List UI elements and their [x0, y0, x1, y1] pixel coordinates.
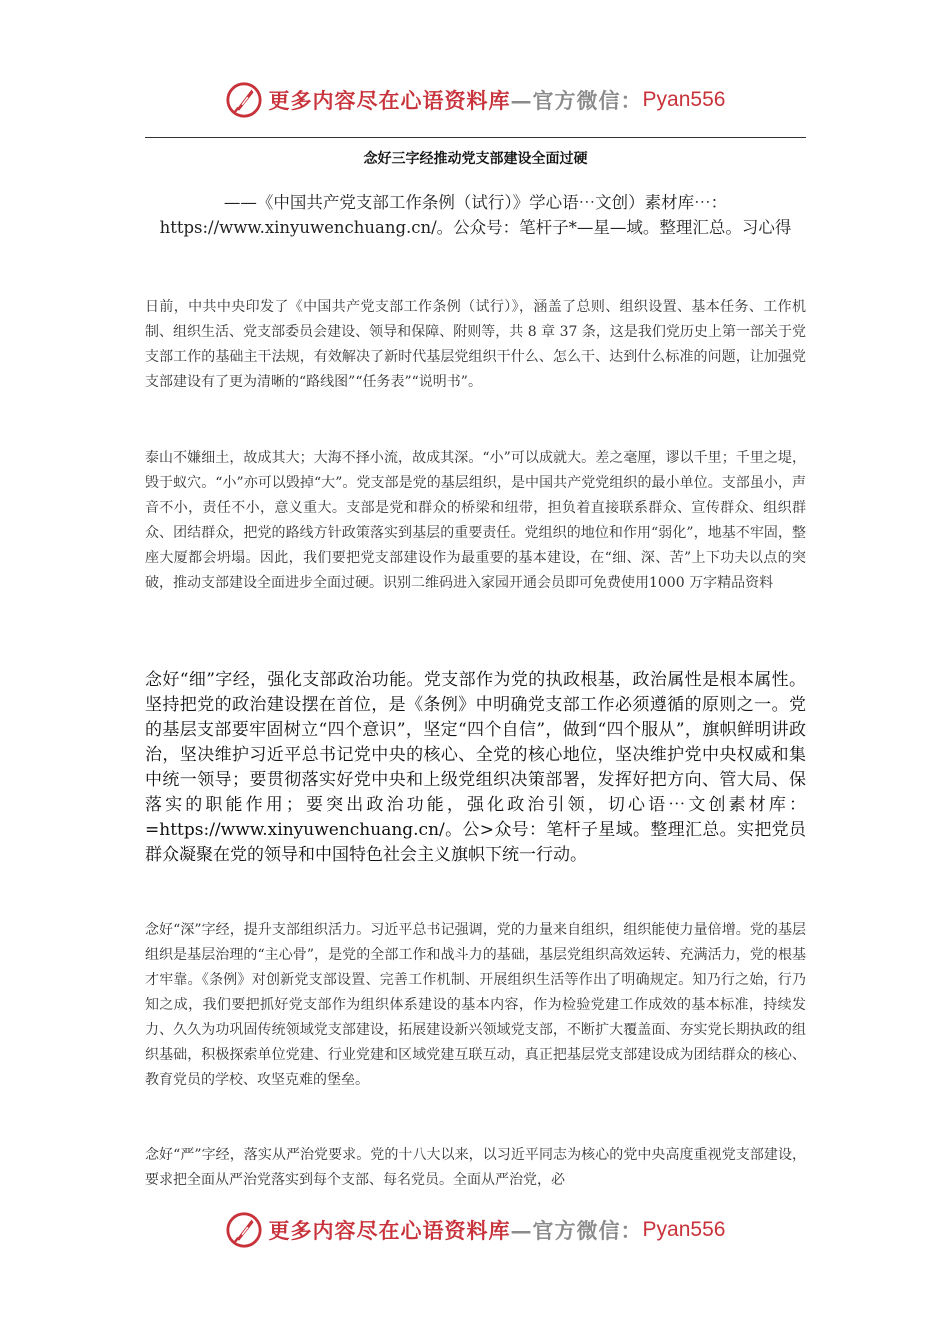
- paragraph-yan: 念好“严”字经，落实从严治党要求。党的十八大以来，以习近平同志为核心的党中央高度重视党支部建设，要求把全面从严治党落实到每个支部、每名党员。全面从严治党，必: [145, 1147, 806, 1188]
- document-title: 念好三字经推动党支部建设全面过硬: [363, 151, 588, 167]
- paragraph-xi: 念好“细”字经，强化支部政治功能。党支部作为党的执政根基，政治属性是根本属性。坚持把党的政治建设摆在首位，是《条例》中明确党支部工作必须遵循的原则之一。党的基层支部要牢固树立“四个意识”，坚定“四个自信”，做到“四个服从”，旗帜鲜明讲政治，坚决维护习近平总书记党中央的核心、全党的核心地位，坚决维护党中央权威和集中统一领导；要贯彻落实好党中央和上级党组织决策部署，发挥好把方向、管大局、保落实的职能作用；要突出政治功能，强化政治引领，切心语⋯文创素材库：=https://www.xinyuwenchuang.cn/。公>众号：笔杆子星域。整理汇总。实把党员群众凝聚在党的领导和中国特色社会主义旗帜下统一行动。: [145, 670, 806, 865]
- header-banner: [0, 75, 950, 125]
- quill-logo-icon: [225, 81, 263, 119]
- banner-wechat-id: Pyan556: [642, 1218, 726, 1241]
- banner-wechat-id: Pyan556: [642, 88, 726, 111]
- paragraph-background: 泰山不嫌细土，故成其大；大海不择小流，故成其深。“小”可以成就大。差之毫厘，谬以千里；千里之堤，毁于蚁穴。“小”亦可以毁掉“大”。党支部是党的基层组织，是中国共产党党组织的最小单位。支部虽小，声音不小，责任不小，意义重大。支部是党和群众的桥梁和纽带，担负着直接联系群众、宣传群众、组织群众、团结群众，把党的路线方针政策落实到基层的重要责任。党组织的地位和作用“弱化”，地基不牢固，整座大厦都会坍塌。因此，我们要把党支部建设作为最重要的基本建设，在“细、深、苦”上下功夫以点的突破，推动支部建设全面进步全面过硬。识别二维码进入家园开通会员即可免费使用1000 万字精品资料: [145, 450, 806, 591]
- banner-wechat-label: —官方微信：: [510, 88, 643, 113]
- paragraph-shen: 念好“深”字经，提升支部组织活力。习近平总书记强调，党的力量来自组织，组织能使力量倍增。党的基层组织是基层治理的“主心骨”，是党的全部工作和战斗力的基础，基层党组织高效运转、充满活力，党的根基才牢靠。《条例》对创新党支部设置、完善工作机制、开展组织生活等作出了明确规定。知乃行之始，行乃知之成，我们要把抓好党支部作为组织体系建设的基本内容，作为检验党建工作成效的基本标准，持续发力、久久为功巩固传统领域党支部建设，拓展建设新兴领域党支部，不断扩大覆盖面、夯实党长期执政的组织基础，积极探索单位党建、行业党建和区域党建互联互动，真正把基层党支部建设成为团结群众的核心、教育党员的学校、攻坚克难的堡垒。: [145, 922, 806, 1088]
- paragraph-intro: 日前，中共中央印发了《中国共产党支部工作条例（试行）》，涵盖了总则、组织设置、基本任务、工作机制、组织生活、党支部委员会建设、领导和保障、附则等，共 8 章 37 条，这是我们党历史上第一部关于党支部工作的基础主干法规，有效解决了新时代基层党组织干什么、怎么干、达到什么标准的问题，让加强党支部建设有了更为清晰的“路线图”“任务表”“说明书”。: [145, 299, 806, 390]
- header-divider: [145, 137, 806, 138]
- footer-banner: [0, 1205, 950, 1255]
- document-subtitle: ——《中国共产党支部工作条例（试行）》学心语⋯文创）素材库⋯：https://www.xinyuwenchuang.cn/。公众号：笔杆子*—星—域。整理汇总。习心得: [159, 193, 792, 237]
- banner-wechat-label: —官方微信：: [510, 1218, 643, 1243]
- banner-title: 更多内容尽在心语资料库: [268, 88, 511, 113]
- banner-title: 更多内容尽在心语资料库: [268, 1218, 511, 1243]
- quill-logo-icon: [225, 1211, 263, 1249]
